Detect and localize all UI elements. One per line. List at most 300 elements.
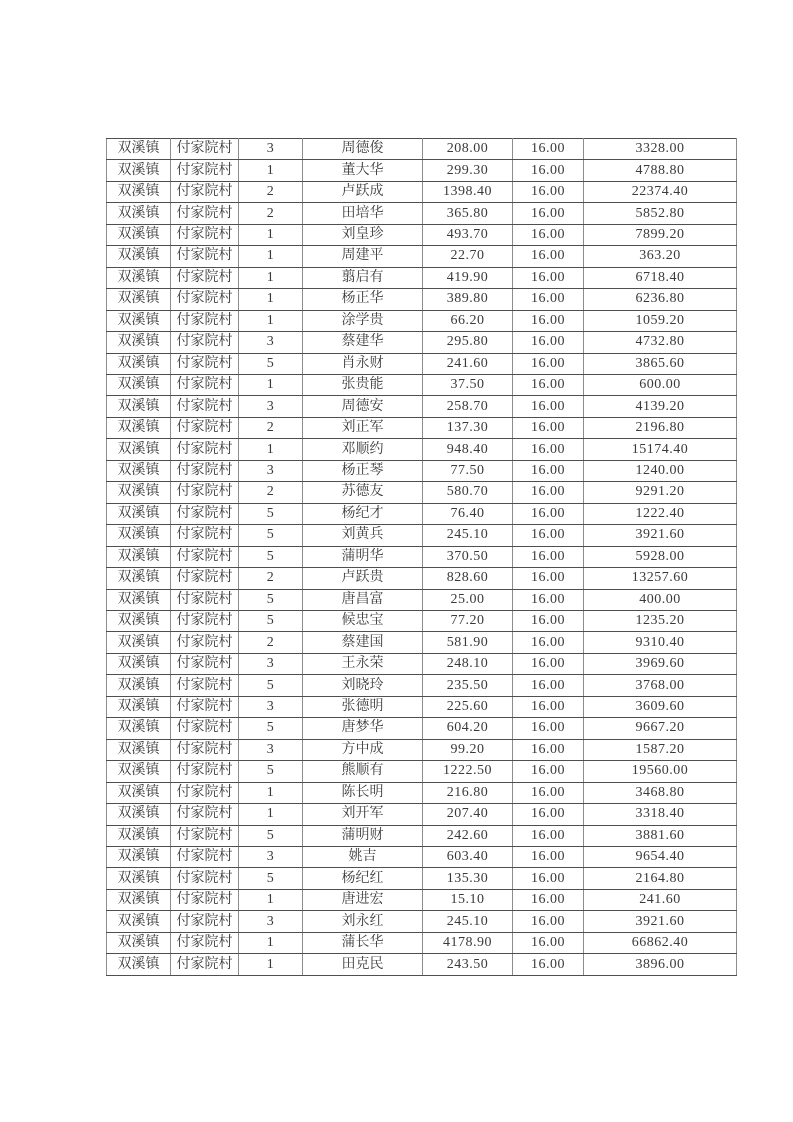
table-cell-village: 付家院村 (171, 632, 239, 653)
table-cell-town: 双溪镇 (107, 954, 171, 976)
table-cell-group: 5 (239, 868, 303, 889)
table-cell-name: 卢跃贵 (303, 568, 423, 589)
table-row (107, 911, 737, 932)
table-cell-name: 刘黄兵 (303, 525, 423, 546)
table-cell-name: 肖永财 (303, 353, 423, 374)
table-cell-group: 3 (239, 332, 303, 353)
table-cell-group: 2 (239, 181, 303, 202)
table-cell-name: 邓顺约 (303, 439, 423, 460)
table-cell-name: 刘永红 (303, 911, 423, 932)
table-cell-amount: 135.30 (423, 868, 513, 889)
table-cell-village: 付家院村 (171, 846, 239, 867)
table-cell-name: 田克民 (303, 954, 423, 976)
table-cell-total: 4139.20 (584, 396, 737, 417)
table-cell-town: 双溪镇 (107, 868, 171, 889)
table-cell-total: 1587.20 (584, 739, 737, 760)
table-cell-amount: 216.80 (423, 782, 513, 803)
table-cell-village: 付家院村 (171, 889, 239, 910)
table-cell-total: 3921.60 (584, 911, 737, 932)
table-cell-village: 付家院村 (171, 653, 239, 674)
table-cell-village: 付家院村 (171, 267, 239, 288)
table-cell-town: 双溪镇 (107, 739, 171, 760)
table-cell-group: 5 (239, 503, 303, 524)
table-cell-amount: 1222.50 (423, 761, 513, 782)
table-cell-town: 双溪镇 (107, 932, 171, 953)
table-cell-rate: 16.00 (513, 718, 584, 739)
table-cell-town: 双溪镇 (107, 289, 171, 310)
table-cell-total: 1222.40 (584, 503, 737, 524)
table-cell-total: 5928.00 (584, 546, 737, 567)
table-cell-rate: 16.00 (513, 932, 584, 953)
table-cell-name: 张贵能 (303, 374, 423, 395)
table-cell-total: 15174.40 (584, 439, 737, 460)
table-cell-amount: 137.30 (423, 417, 513, 438)
table-cell-amount: 248.10 (423, 653, 513, 674)
table-cell-group: 1 (239, 932, 303, 953)
table-cell-town: 双溪镇 (107, 653, 171, 674)
table-cell-group: 1 (239, 782, 303, 803)
table-cell-rate: 16.00 (513, 761, 584, 782)
table-cell-amount: 419.90 (423, 267, 513, 288)
table-cell-rate: 16.00 (513, 460, 584, 481)
table-cell-town: 双溪镇 (107, 761, 171, 782)
table-row (107, 310, 737, 331)
subsidy-table (106, 138, 737, 976)
table-cell-amount: 245.10 (423, 525, 513, 546)
table-cell-amount: 4178.90 (423, 932, 513, 953)
table-cell-village: 付家院村 (171, 825, 239, 846)
table-row (107, 610, 737, 631)
table-cell-group: 1 (239, 310, 303, 331)
table-cell-name: 方中成 (303, 739, 423, 760)
table-cell-name: 熊顺有 (303, 761, 423, 782)
table-cell-town: 双溪镇 (107, 482, 171, 503)
table-cell-village: 付家院村 (171, 718, 239, 739)
table-cell-amount: 389.80 (423, 289, 513, 310)
table-row (107, 718, 737, 739)
table-row (107, 353, 737, 374)
table-row (107, 932, 737, 953)
table-row (107, 653, 737, 674)
table-cell-rate: 16.00 (513, 289, 584, 310)
table-cell-total: 6718.40 (584, 267, 737, 288)
table-cell-group: 1 (239, 804, 303, 825)
table-cell-village: 付家院村 (171, 932, 239, 953)
table-cell-amount: 370.50 (423, 546, 513, 567)
table-cell-rate: 16.00 (513, 224, 584, 245)
table-cell-rate: 16.00 (513, 739, 584, 760)
table-cell-town: 双溪镇 (107, 310, 171, 331)
table-cell-rate: 16.00 (513, 911, 584, 932)
table-cell-total: 13257.60 (584, 568, 737, 589)
table-cell-village: 付家院村 (171, 804, 239, 825)
table-cell-amount: 76.40 (423, 503, 513, 524)
table-cell-amount: 948.40 (423, 439, 513, 460)
table-cell-rate: 16.00 (513, 353, 584, 374)
table-row (107, 525, 737, 546)
table-cell-total: 6236.80 (584, 289, 737, 310)
table-cell-group: 1 (239, 224, 303, 245)
table-cell-rate: 16.00 (513, 696, 584, 717)
table-cell-group: 1 (239, 374, 303, 395)
table-cell-rate: 16.00 (513, 525, 584, 546)
table-cell-village: 付家院村 (171, 696, 239, 717)
table-cell-village: 付家院村 (171, 568, 239, 589)
table-cell-total: 400.00 (584, 589, 737, 610)
table-cell-amount: 242.60 (423, 825, 513, 846)
table-cell-rate: 16.00 (513, 374, 584, 395)
table-cell-town: 双溪镇 (107, 718, 171, 739)
table-cell-group: 3 (239, 696, 303, 717)
table-row (107, 825, 737, 846)
table-cell-name: 刘开军 (303, 804, 423, 825)
table-cell-village: 付家院村 (171, 181, 239, 202)
table-cell-name: 刘皇珍 (303, 224, 423, 245)
table-cell-village: 付家院村 (171, 482, 239, 503)
table-row (107, 482, 737, 503)
table-cell-name: 周德俊 (303, 139, 423, 160)
table-cell-town: 双溪镇 (107, 782, 171, 803)
table-cell-group: 5 (239, 825, 303, 846)
table-row (107, 761, 737, 782)
table-cell-total: 9667.20 (584, 718, 737, 739)
table-cell-name: 唐梦华 (303, 718, 423, 739)
table-cell-group: 3 (239, 396, 303, 417)
table-cell-name: 董大华 (303, 160, 423, 181)
table-cell-amount: 208.00 (423, 139, 513, 160)
table-cell-group: 1 (239, 160, 303, 181)
table-cell-amount: 77.50 (423, 460, 513, 481)
table-cell-total: 66862.40 (584, 932, 737, 953)
table-cell-group: 1 (239, 889, 303, 910)
table-cell-village: 付家院村 (171, 246, 239, 267)
table-row (107, 139, 737, 160)
table-cell-town: 双溪镇 (107, 846, 171, 867)
table-cell-rate: 16.00 (513, 139, 584, 160)
table-cell-town: 双溪镇 (107, 139, 171, 160)
table-cell-town: 双溪镇 (107, 525, 171, 546)
table-cell-group: 1 (239, 954, 303, 976)
table-cell-amount: 66.20 (423, 310, 513, 331)
table-cell-town: 双溪镇 (107, 439, 171, 460)
table-cell-town: 双溪镇 (107, 546, 171, 567)
table-cell-village: 付家院村 (171, 525, 239, 546)
table-cell-village: 付家院村 (171, 675, 239, 696)
table-row (107, 568, 737, 589)
table-cell-rate: 16.00 (513, 310, 584, 331)
table-row (107, 589, 737, 610)
table-row (107, 954, 737, 976)
table-cell-town: 双溪镇 (107, 460, 171, 481)
table-row (107, 868, 737, 889)
table-cell-total: 3609.60 (584, 696, 737, 717)
table-cell-rate: 16.00 (513, 246, 584, 267)
table-cell-name: 蒲明华 (303, 546, 423, 567)
table-cell-town: 双溪镇 (107, 396, 171, 417)
table-cell-town: 双溪镇 (107, 160, 171, 181)
table-cell-amount: 581.90 (423, 632, 513, 653)
table-cell-rate: 16.00 (513, 825, 584, 846)
table-row (107, 546, 737, 567)
table-cell-group: 2 (239, 417, 303, 438)
table-row (107, 332, 737, 353)
table-cell-total: 5852.80 (584, 203, 737, 224)
table-cell-town: 双溪镇 (107, 417, 171, 438)
table-cell-village: 付家院村 (171, 503, 239, 524)
table-cell-town: 双溪镇 (107, 589, 171, 610)
table-row (107, 739, 737, 760)
table-cell-town: 双溪镇 (107, 825, 171, 846)
table-row (107, 267, 737, 288)
table-cell-name: 王永荣 (303, 653, 423, 674)
table-cell-amount: 258.70 (423, 396, 513, 417)
table-cell-amount: 365.80 (423, 203, 513, 224)
table-cell-rate: 16.00 (513, 332, 584, 353)
table-cell-group: 1 (239, 439, 303, 460)
table-cell-group: 3 (239, 911, 303, 932)
table-cell-name: 蔡建华 (303, 332, 423, 353)
table-cell-group: 3 (239, 139, 303, 160)
table-cell-town: 双溪镇 (107, 353, 171, 374)
table-cell-total: 2164.80 (584, 868, 737, 889)
table-cell-rate: 16.00 (513, 568, 584, 589)
table-cell-town: 双溪镇 (107, 632, 171, 653)
table-cell-village: 付家院村 (171, 332, 239, 353)
table-cell-group: 1 (239, 246, 303, 267)
table-cell-amount: 241.60 (423, 353, 513, 374)
table-row (107, 289, 737, 310)
table-cell-total: 1240.00 (584, 460, 737, 481)
table-cell-name: 陈长明 (303, 782, 423, 803)
table-cell-town: 双溪镇 (107, 675, 171, 696)
table-cell-village: 付家院村 (171, 761, 239, 782)
table-cell-total: 22374.40 (584, 181, 737, 202)
table-cell-amount: 1398.40 (423, 181, 513, 202)
table-cell-village: 付家院村 (171, 224, 239, 245)
table-row (107, 675, 737, 696)
table-cell-name: 周德安 (303, 396, 423, 417)
table-cell-total: 3328.00 (584, 139, 737, 160)
table-cell-amount: 828.60 (423, 568, 513, 589)
table-cell-town: 双溪镇 (107, 889, 171, 910)
table-cell-rate: 16.00 (513, 782, 584, 803)
table-cell-amount: 99.20 (423, 739, 513, 760)
table-cell-name: 蒲长华 (303, 932, 423, 953)
table-cell-group: 5 (239, 675, 303, 696)
table-cell-group: 2 (239, 632, 303, 653)
table-cell-rate: 16.00 (513, 417, 584, 438)
table-cell-total: 9291.20 (584, 482, 737, 503)
table-cell-group: 1 (239, 267, 303, 288)
table-cell-total: 9310.40 (584, 632, 737, 653)
table-cell-rate: 16.00 (513, 181, 584, 202)
table-cell-amount: 22.70 (423, 246, 513, 267)
table-cell-rate: 16.00 (513, 267, 584, 288)
table-cell-name: 张德明 (303, 696, 423, 717)
table-cell-name: 周建平 (303, 246, 423, 267)
table-row (107, 246, 737, 267)
table-cell-name: 刘晓玲 (303, 675, 423, 696)
table-cell-village: 付家院村 (171, 289, 239, 310)
table-cell-name: 苏德友 (303, 482, 423, 503)
table-cell-rate: 16.00 (513, 889, 584, 910)
table-cell-name: 翦启有 (303, 267, 423, 288)
table-row (107, 696, 737, 717)
table-cell-village: 付家院村 (171, 610, 239, 631)
table-cell-rate: 16.00 (513, 503, 584, 524)
table-cell-amount: 295.80 (423, 332, 513, 353)
table-cell-total: 363.20 (584, 246, 737, 267)
table-cell-group: 3 (239, 846, 303, 867)
table-cell-amount: 245.10 (423, 911, 513, 932)
table-cell-town: 双溪镇 (107, 203, 171, 224)
table-cell-total: 600.00 (584, 374, 737, 395)
table-cell-village: 付家院村 (171, 546, 239, 567)
table-cell-village: 付家院村 (171, 739, 239, 760)
table-cell-village: 付家院村 (171, 160, 239, 181)
table-cell-town: 双溪镇 (107, 568, 171, 589)
table-cell-group: 5 (239, 589, 303, 610)
table-cell-town: 双溪镇 (107, 804, 171, 825)
table-cell-amount: 15.10 (423, 889, 513, 910)
table-cell-town: 双溪镇 (107, 332, 171, 353)
table-cell-total: 3896.00 (584, 954, 737, 976)
table-row (107, 782, 737, 803)
table-cell-name: 唐昌富 (303, 589, 423, 610)
table-row (107, 439, 737, 460)
table-cell-town: 双溪镇 (107, 224, 171, 245)
table-cell-village: 付家院村 (171, 589, 239, 610)
table-cell-amount: 207.40 (423, 804, 513, 825)
table-cell-amount: 37.50 (423, 374, 513, 395)
table-cell-name: 涂学贵 (303, 310, 423, 331)
table-cell-rate: 16.00 (513, 675, 584, 696)
table-row (107, 224, 737, 245)
table-cell-rate: 16.00 (513, 632, 584, 653)
table-cell-amount: 225.60 (423, 696, 513, 717)
table-cell-total: 3969.60 (584, 653, 737, 674)
table-cell-rate: 16.00 (513, 954, 584, 976)
table-row (107, 503, 737, 524)
table-cell-total: 19560.00 (584, 761, 737, 782)
table-cell-rate: 16.00 (513, 439, 584, 460)
table-cell-rate: 16.00 (513, 610, 584, 631)
table-row (107, 804, 737, 825)
table-cell-amount: 493.70 (423, 224, 513, 245)
table-cell-total: 7899.20 (584, 224, 737, 245)
table-cell-amount: 603.40 (423, 846, 513, 867)
table-cell-rate: 16.00 (513, 396, 584, 417)
table-cell-total: 4732.80 (584, 332, 737, 353)
table-cell-total: 241.60 (584, 889, 737, 910)
table-row (107, 203, 737, 224)
table-cell-village: 付家院村 (171, 139, 239, 160)
table-cell-group: 1 (239, 289, 303, 310)
table-cell-group: 5 (239, 525, 303, 546)
table-cell-rate: 16.00 (513, 546, 584, 567)
table-row (107, 374, 737, 395)
table-cell-group: 3 (239, 739, 303, 760)
table-cell-name: 杨正华 (303, 289, 423, 310)
table-cell-town: 双溪镇 (107, 610, 171, 631)
table-cell-village: 付家院村 (171, 439, 239, 460)
table-row (107, 846, 737, 867)
table-cell-total: 1235.20 (584, 610, 737, 631)
table-cell-total: 3881.60 (584, 825, 737, 846)
table-cell-rate: 16.00 (513, 868, 584, 889)
table-cell-name: 杨纪才 (303, 503, 423, 524)
table-cell-total: 4788.80 (584, 160, 737, 181)
table-cell-town: 双溪镇 (107, 267, 171, 288)
table-cell-village: 付家院村 (171, 310, 239, 331)
table-cell-rate: 16.00 (513, 804, 584, 825)
table-cell-group: 2 (239, 203, 303, 224)
table-row (107, 396, 737, 417)
table-cell-name: 田培华 (303, 203, 423, 224)
table-cell-amount: 604.20 (423, 718, 513, 739)
table-cell-group: 5 (239, 718, 303, 739)
table-cell-amount: 77.20 (423, 610, 513, 631)
table-row (107, 181, 737, 202)
table-cell-village: 付家院村 (171, 353, 239, 374)
table-cell-group: 2 (239, 568, 303, 589)
table-cell-group: 5 (239, 546, 303, 567)
table-cell-village: 付家院村 (171, 417, 239, 438)
table-cell-town: 双溪镇 (107, 911, 171, 932)
table-cell-town: 双溪镇 (107, 374, 171, 395)
table-cell-town: 双溪镇 (107, 246, 171, 267)
table-cell-amount: 299.30 (423, 160, 513, 181)
table-cell-amount: 243.50 (423, 954, 513, 976)
table-cell-village: 付家院村 (171, 954, 239, 976)
table-cell-name: 姚吉 (303, 846, 423, 867)
table-cell-name: 蒲明财 (303, 825, 423, 846)
table-row (107, 889, 737, 910)
table-cell-group: 5 (239, 761, 303, 782)
table-cell-village: 付家院村 (171, 868, 239, 889)
table-cell-group: 5 (239, 353, 303, 374)
table-cell-group: 3 (239, 460, 303, 481)
table-cell-village: 付家院村 (171, 782, 239, 803)
table-cell-group: 2 (239, 482, 303, 503)
table-cell-rate: 16.00 (513, 589, 584, 610)
table-cell-town: 双溪镇 (107, 503, 171, 524)
table-cell-rate: 16.00 (513, 203, 584, 224)
table-cell-name: 刘正军 (303, 417, 423, 438)
table-cell-village: 付家院村 (171, 374, 239, 395)
table-row (107, 460, 737, 481)
table-cell-total: 3865.60 (584, 353, 737, 374)
table-row (107, 417, 737, 438)
table-body (107, 139, 737, 976)
table-cell-name: 卢跃成 (303, 181, 423, 202)
table-cell-town: 双溪镇 (107, 696, 171, 717)
table-cell-rate: 16.00 (513, 846, 584, 867)
table-cell-total: 2196.80 (584, 417, 737, 438)
table-cell-total: 3921.60 (584, 525, 737, 546)
table-cell-name: 杨纪红 (303, 868, 423, 889)
table-cell-name: 唐进宏 (303, 889, 423, 910)
table-cell-amount: 235.50 (423, 675, 513, 696)
table-row (107, 160, 737, 181)
table-cell-name: 蔡建国 (303, 632, 423, 653)
table-cell-total: 1059.20 (584, 310, 737, 331)
table-cell-village: 付家院村 (171, 396, 239, 417)
table-cell-rate: 16.00 (513, 160, 584, 181)
table-cell-group: 3 (239, 653, 303, 674)
table-cell-amount: 25.00 (423, 589, 513, 610)
table-cell-name: 杨正琴 (303, 460, 423, 481)
